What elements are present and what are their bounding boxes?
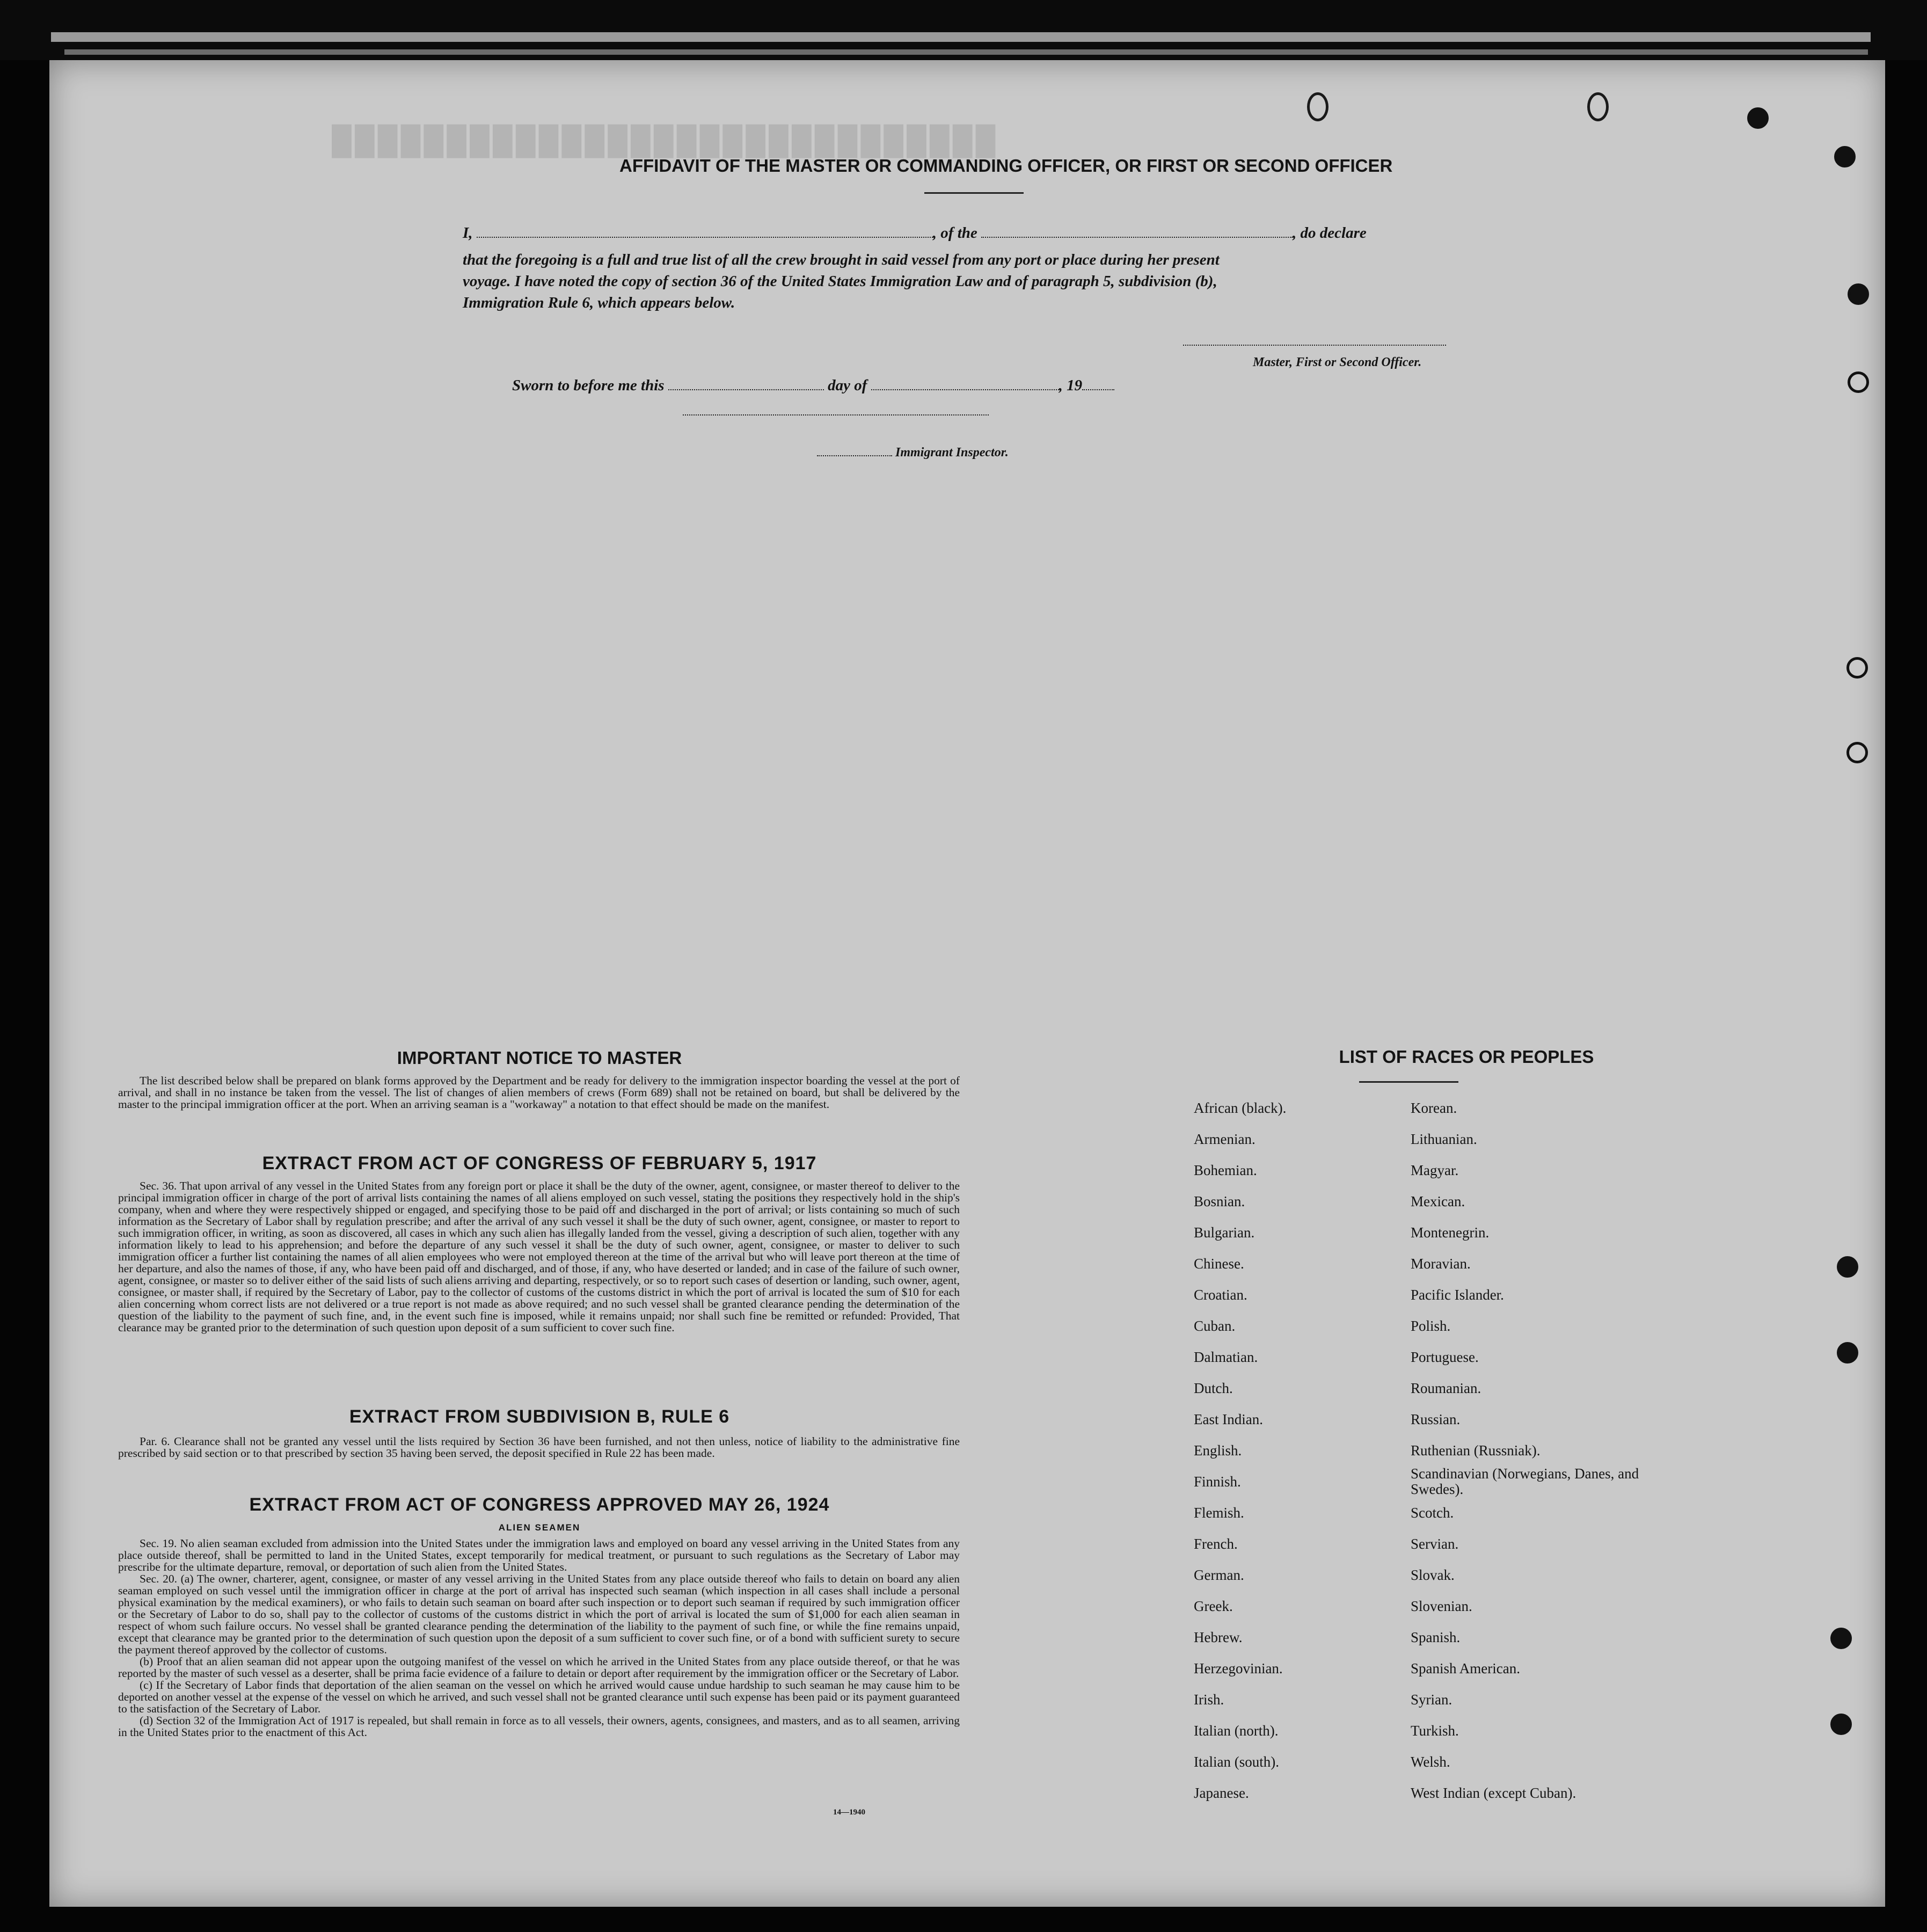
- year-prefix: , 19: [1059, 377, 1083, 394]
- punch-hole: [1587, 92, 1609, 121]
- month-blank[interactable]: [871, 389, 1059, 390]
- race-item: Spanish American.: [1411, 1660, 1520, 1676]
- inspector-line: [817, 446, 1009, 460]
- race-item: Herzegovinian.: [1194, 1660, 1283, 1676]
- of-the-label: , of the: [932, 224, 977, 242]
- top-edge: [0, 0, 1927, 60]
- race-item: East Indian.: [1194, 1411, 1263, 1427]
- sworn-label: Sworn to before me this: [512, 377, 665, 394]
- race-item: Servian.: [1411, 1536, 1459, 1552]
- affidavit-i-label: I,: [463, 224, 473, 242]
- punch-hole: [1848, 371, 1869, 393]
- races-title: LIST OF RACES OR PEOPLES: [1339, 1047, 1594, 1067]
- page-edge-strip: [64, 49, 1868, 55]
- vessel-blank[interactable]: [981, 237, 1293, 238]
- extract-1924-title: EXTRACT FROM ACT OF CONGRESS APPROVED MAY 26, 1924: [249, 1494, 830, 1515]
- extract-1917-title: EXTRACT FROM ACT OF CONGRESS OF FEBRUARY 5, 1917: [262, 1153, 817, 1173]
- races-right-column: [1411, 1092, 1647, 1809]
- day-blank[interactable]: [668, 389, 824, 390]
- race-item: French.: [1194, 1536, 1238, 1552]
- extract-1924-body: [118, 1537, 960, 1738]
- punch-hole: [1837, 1342, 1858, 1364]
- race-item: Italian (north).: [1194, 1723, 1279, 1739]
- race-item: Dutch.: [1194, 1380, 1233, 1396]
- title-underline: [924, 192, 1024, 194]
- name-blank[interactable]: [477, 237, 933, 238]
- race-item: Magyar.: [1411, 1162, 1459, 1178]
- document-page: [49, 60, 1885, 1907]
- race-item: African (black).: [1194, 1100, 1287, 1116]
- race-item: Welsh.: [1411, 1754, 1450, 1770]
- inspector-caption: Immigrant Inspector.: [895, 446, 1009, 460]
- race-item: Korean.: [1411, 1100, 1457, 1116]
- punch-hole: [1848, 283, 1869, 305]
- extract-1924-subtitle: ALIEN SEAMEN: [498, 1522, 581, 1533]
- race-item: Chinese.: [1194, 1256, 1244, 1272]
- races-left-column: [1194, 1092, 1398, 1809]
- race-item: Spanish.: [1411, 1629, 1461, 1645]
- race-item: Japanese.: [1194, 1785, 1249, 1801]
- punch-hole: [1846, 742, 1868, 763]
- race-item: West Indian (except Cuban).: [1411, 1785, 1576, 1801]
- extract-rule6-text: Par. 6. Clearance shall not be granted any vessel until the lists required by Section 36 have been furnished, and not then unless, notice of liability to the administrative fine prescribed by said section or to that prescribed by section 35 having been served, the deposit specified in Rule 22 has been made.: [118, 1435, 960, 1460]
- race-item: Bosnian.: [1194, 1193, 1245, 1209]
- notice-title: IMPORTANT NOTICE TO MASTER: [397, 1048, 682, 1068]
- race-item: Montenegrin.: [1411, 1224, 1490, 1241]
- affidavit-line-4: Immigration Rule 6, which appears below.: [463, 294, 735, 311]
- year-blank[interactable]: [1082, 389, 1114, 390]
- race-item: Flemish.: [1194, 1505, 1244, 1521]
- affidavit-line-2: that the foregoing is a full and true list of all the crew brought in said vessel from any port or place during her present: [463, 251, 1220, 268]
- race-item: Finnish.: [1194, 1474, 1241, 1490]
- inspector-short-line: [817, 455, 892, 456]
- race-item: Portuguese.: [1411, 1349, 1479, 1365]
- master-signature-line[interactable]: [1183, 345, 1446, 346]
- race-item: Dalmatian.: [1194, 1349, 1258, 1365]
- race-item: Turkish.: [1411, 1723, 1459, 1739]
- punch-hole: [1830, 1628, 1852, 1649]
- punch-hole: [1837, 1256, 1858, 1278]
- affidavit-line-1: [463, 224, 1558, 242]
- master-signature-caption: Master, First or Second Officer.: [1253, 355, 1422, 369]
- race-item: Greek.: [1194, 1598, 1233, 1614]
- page-edge-strip: [51, 32, 1871, 42]
- notice-text: The list described below shall be prepared on blank forms approved by the Department and be ready for delivery to the immigration inspector boarding the vessel at the port of arrival, and shall in no instance be taken from the vessel. The list of changes of alien members of crews (Form 689) shall not be retained on board, but shall be delivered by the master to the principal immigration officer at the port. When an arriving seaman is a "workaway" a notation to that effect should be made on the manifest.: [118, 1074, 960, 1111]
- punch-hole: [1830, 1714, 1852, 1735]
- race-item: Mexican.: [1411, 1193, 1465, 1209]
- extract-1917-text: Sec. 36. That upon arrival of any vessel in the United States from any foreign port or place it shall be the duty of the owner, agent, consignee, or master thereof to deliver to the principal immigration officer in charge of the port of arrival lists containing the names of all aliens employed on such vessel, stating the positions they respectively hold in the ship's company, when and where they were respectively shipped or engaged, and specifying those to be paid off and discharged in the port of arrival; or lists containing so much of such information as the Secretary of Labor shall by regulation prescribe; and after the arrival of any such vessel it shall be the duty of such owner, agent, consignee, or master to report to such immigration officer, in writing, as soon as discovered, all cases in which any such alien has illegally landed from the vessel, giving a description of such alien, together with any information likely to lead to his apprehension; and before the departure of any such vessel it shall be the duty of such owner, agent, consignee, or master to deliver to such immigration officer a further list containing the names of all alien employees who were not employed thereon at the time of the arrival but who will leave port thereon at the time of her departure, and also the names of those, if any, who have been paid off and discharged, and of those, if any, who have deserted or landed; and in case of the failure of such owner, agent, consignee, or master so to deliver either of the said lists of such aliens arriving and departing, respectively, or so to report such cases of desertion or landing, such owner, agent, consignee, or master shall, if required by the Secretary of Labor, pay to the collector of customs of the customs district in which the port of arrival is located the sum of $10 for each alien concerning whom correct lists are not delivered or a true report is not made as above required; and no such vessel shall be granted clearance pending the determination of the question of the liability to the payment of such fine, and, in the event such fine is imposed, while it remains unpaid; nor shall such fine be remitted or refunded: Provided, That clearance may be granted prior to the determination of such question upon deposit of a sum sufficient to cover such fine.: [118, 1179, 960, 1334]
- race-item: Russian.: [1411, 1411, 1461, 1427]
- race-item: English.: [1194, 1442, 1242, 1459]
- race-item: Bulgarian.: [1194, 1224, 1255, 1241]
- affidavit-line-3: voyage. I have noted the copy of section 36 of the United States Immigration Law and of paragraph 5, subdivision (b),: [463, 273, 1217, 290]
- extract-1924-p3: (b) Proof that an alien seaman did not appear upon the outgoing manifest of the vessel on which he arrived in the United States from any place outside thereof, or that he was reported by the master of such vessel as a deserter, shall be prima facie evidence of a failure to detain or deport after requirement by the immigration officer or the Secretary of Labor.: [118, 1655, 960, 1680]
- extract-1924-p2: Sec. 20. (a) The owner, charterer, agent, consignee, or master of any vessel arriving in the United States from any place outside thereof who fails to detain on board any alien seaman employed on such vessel until the immigration officer in charge at the port of arrival has inspected such seaman (which inspection in all cases shall include a personal physical examination by the medical examiners), or who fails to detain such seaman on board after such inspection or to deport such seaman if required by such immigration officer or the Secretary of Labor to do so, shall pay to the collector of customs of the customs district in which the port of arrival is located the sum of $1,000 for each alien seaman in respect of whom such failure occurs. No vessel shall be granted clearance pending the determination of the liability to the payment of such fine, or while the fine remains unpaid, except that clearance may be granted prior to the determination of such question upon the deposit of a sum sufficient to cover such fine, or of a bond with sufficient surety to secure the payment thereof approved by the collector of customs.: [118, 1572, 960, 1656]
- race-item: Polish.: [1411, 1318, 1451, 1334]
- day-of-label: day of: [828, 377, 867, 394]
- punch-hole: [1846, 657, 1868, 679]
- form-number: 14—1940: [833, 1808, 865, 1817]
- race-item: Slovenian.: [1411, 1598, 1472, 1614]
- extract-rule6-title: EXTRACT FROM SUBDIVISION B, RULE 6: [349, 1406, 730, 1427]
- race-item: Pacific Islander.: [1411, 1287, 1504, 1303]
- race-item: German.: [1194, 1567, 1244, 1583]
- race-item: Italian (south).: [1194, 1754, 1279, 1770]
- sworn-line: [512, 377, 1114, 395]
- races-title-underline: [1359, 1081, 1458, 1083]
- punch-hole: [1747, 107, 1769, 129]
- race-item: Scandinavian (Norwegians, Danes, and Swedes).: [1411, 1466, 1639, 1497]
- race-item: Croatian.: [1194, 1287, 1247, 1303]
- affidavit-title: AFFIDAVIT OF THE MASTER OR COMMANDING OFFICER, OR FIRST OR SECOND OFFICER: [619, 156, 1393, 176]
- race-item: Cuban.: [1194, 1318, 1236, 1334]
- punch-hole: [1307, 92, 1329, 121]
- extract-1924-p1: Sec. 19. No alien seaman excluded from admission into the United States under the immigration laws and employed on board any vessel arriving in the United States from any place outside thereof, shall be permitted to land in the United States, except temporarily for medical treatment, or pursuant to such regulations as the Secretary of Labor may prescribe for the ultimate departure, removal, or deportation of such alien from the United States.: [118, 1537, 960, 1573]
- race-item: Armenian.: [1194, 1131, 1256, 1147]
- race-item: Bohemian.: [1194, 1162, 1257, 1178]
- race-item: Irish.: [1194, 1692, 1224, 1708]
- inspector-signature-line[interactable]: [683, 414, 989, 415]
- race-item: Roumanian.: [1411, 1380, 1481, 1396]
- race-item: Scotch.: [1411, 1505, 1454, 1521]
- race-item: Hebrew.: [1194, 1629, 1243, 1645]
- bleed-through-text: █████████████████████████████: [329, 125, 996, 156]
- declare-label: , do declare: [1293, 224, 1367, 242]
- race-item: Moravian.: [1411, 1256, 1471, 1272]
- race-item: Syrian.: [1411, 1692, 1452, 1708]
- race-item: Lithuanian.: [1411, 1131, 1477, 1147]
- race-item: Ruthenian (Russniak).: [1411, 1442, 1541, 1459]
- extract-1924-p4: (c) If the Secretary of Labor finds that deportation of the alien seaman on the vessel on which he arrived would cause undue hardship to such seaman he may cause him to be deported on another vessel at the expense of the vessel on which he arrived, and such vessel shall not be granted clearance until such expense has been paid or its payment guaranteed to the satisfaction of the Secretary of Labor.: [118, 1679, 960, 1715]
- extract-1924-p5: (d) Section 32 of the Immigration Act of 1917 is repealed, but shall remain in force as to all vessels, their owners, agents, consignees, and masters, and as to all seamen, arriving in the United States prior to the enactment of this Act.: [118, 1714, 960, 1739]
- race-item: Slovak.: [1411, 1567, 1455, 1583]
